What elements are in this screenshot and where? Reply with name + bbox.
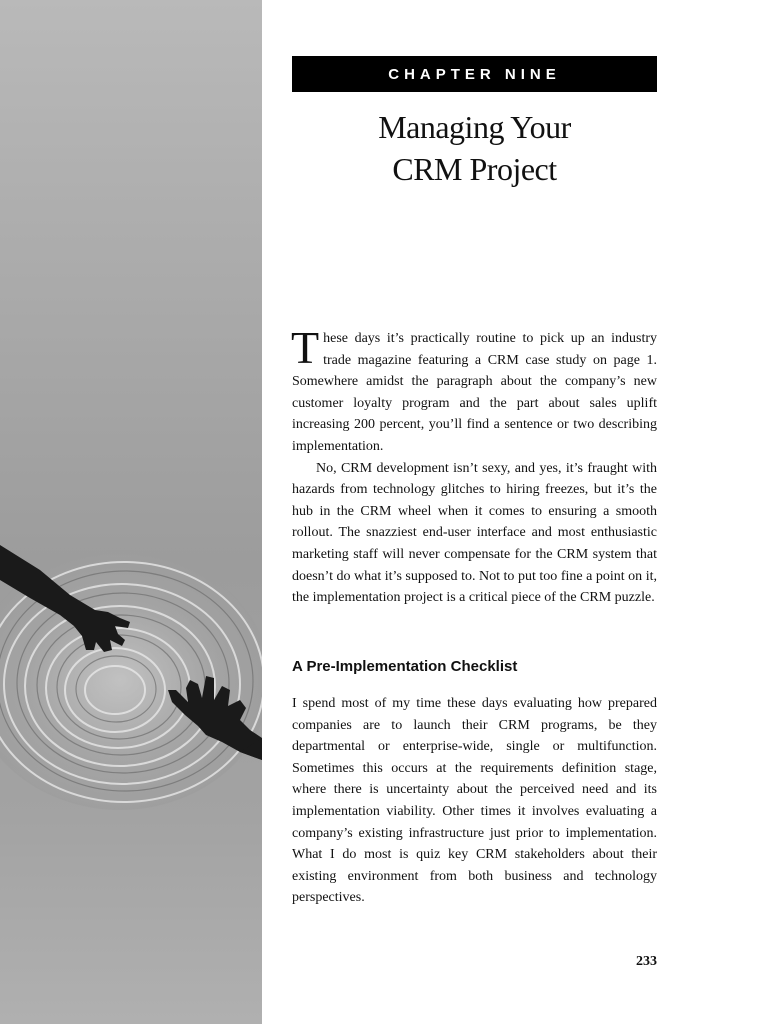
section-paragraph: I spend most of my time these days evaluating how prepared companies are to launch their CRM programs, be they departmental or enterprise-wide, single or multifunction. Sometimes this occurs at the requirements definition stage, where there is uncertainty about the perceived need and its implementation viability. Other times it involves evaluating a company’s existing infrastructure just prior to implementation. What I do most is quiz key CRM stakeholders about their existing environment from both business and technology perspectives.: [292, 696, 657, 906]
ripple-illustration: [0, 0, 262, 1024]
chapter-title-line-2: CRM Project: [392, 151, 557, 187]
page-number: 233: [636, 954, 657, 969]
chapter-label: CHAPTER NINE: [388, 65, 561, 83]
intro-paragraph-2: No, CRM development isn’t sexy, and yes, it’s fraught with hazards from technology glitches to hiring freezes, but it’s the hub in the CRM wheel when it comes to ensuring a smooth rollout. The snazziest end-user interface and most enthusiastic marketing staff will never compensate for the CRM system that doesn’t do what it’s supposed to. Not to put too fine a point on it, the implementation project is a critical piece of the CRM puzzle.: [292, 460, 657, 606]
chapter-title-line-1: Managing Your: [378, 109, 571, 145]
intro-paragraph-1-text: hese days it’s practically routine to pick up an industry trade magazine featuring a CRM case study on page 1. Somewhere amidst the paragraph about the company’s new customer loyalty program and the part about sales uplift increasing 200 percent, you’ll find a sentence or two describing implementation.: [292, 331, 657, 454]
intro-text: [291, 322, 657, 609]
section-heading: A Pre-Implementation Checklist: [292, 658, 518, 675]
cover-photo-water-ripples-hands: [0, 0, 262, 1024]
intro-paragraph-1: [291, 322, 657, 458]
chapter-title: [292, 106, 657, 190]
drop-cap: T: [291, 322, 320, 373]
chapter-label-bar: [292, 56, 657, 92]
section-text: [292, 693, 657, 909]
